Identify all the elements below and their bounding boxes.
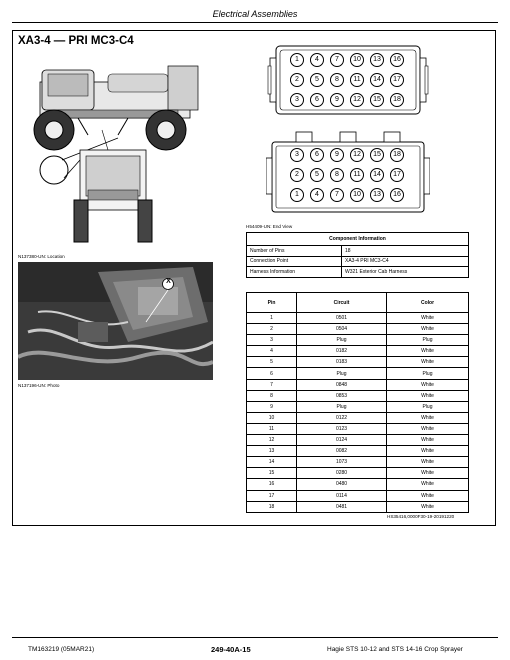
circuit-cell: 0122 (297, 412, 387, 423)
color-cell: White (387, 468, 469, 479)
component-info-title: Component Information (247, 233, 469, 246)
pin-number: 6 (310, 148, 324, 162)
table-row (247, 390, 469, 401)
sprayer-location-illustration (18, 60, 218, 250)
pin-cell: 18 (247, 501, 297, 512)
table-row (247, 423, 469, 434)
table-row (247, 468, 469, 479)
table-row (247, 479, 469, 490)
circuit-cell: 0853 (297, 390, 387, 401)
table-row (247, 368, 469, 379)
pin-number: 17 (390, 73, 404, 87)
footer-manual-title: Hagie STS 10-12 and STS 14-16 Crop Sprayer (327, 646, 463, 653)
pin-cell: 16 (247, 479, 297, 490)
section-title: XA3-4 — PRI MC3-C4 (18, 35, 134, 47)
info-value: 18 (342, 246, 469, 257)
circuit-cell: 0124 (297, 435, 387, 446)
color-cell: White (387, 313, 469, 324)
color-cell: White (387, 346, 469, 357)
pin-number: 15 (370, 148, 384, 162)
pin-number: 5 (310, 73, 324, 87)
pin-cell: 11 (247, 423, 297, 434)
table-row (247, 324, 469, 335)
circuit-cell: 0504 (297, 324, 387, 335)
pin-number: 13 (370, 188, 384, 202)
color-cell: White (387, 501, 469, 512)
circuit-column-header: Circuit (297, 293, 387, 313)
footer-rule (12, 637, 498, 638)
table-row (247, 401, 469, 412)
color-cell: White (387, 446, 469, 457)
color-cell: White (387, 423, 469, 434)
circuit-cell: 0182 (297, 346, 387, 357)
table-row (247, 246, 469, 257)
pin-cell: 10 (247, 412, 297, 423)
table-row (247, 457, 469, 468)
table-row (247, 501, 469, 512)
color-cell: White (387, 324, 469, 335)
page-header-title: Electrical Assemblies (212, 9, 298, 19)
pin-cell: 9 (247, 401, 297, 412)
color-cell: White (387, 457, 469, 468)
connector-top-pins (266, 40, 430, 120)
pin-cell: 13 (247, 446, 297, 457)
table-row (247, 346, 469, 357)
color-cell: White (387, 412, 469, 423)
pin-number: 1 (290, 188, 304, 202)
location-caption: N137380-UN: Location (18, 254, 65, 259)
pin-number: 4 (310, 53, 324, 67)
color-cell: Plug (387, 335, 469, 346)
footer-page-number: 249-40A-15 (211, 645, 251, 654)
circuit-cell: Plug (297, 335, 387, 346)
end-view-caption: H54409-UN: End View (246, 224, 293, 229)
pin-cell: 5 (247, 357, 297, 368)
circuit-cell: 0114 (297, 490, 387, 501)
pin-number: 14 (370, 168, 384, 182)
color-cell: White (387, 357, 469, 368)
circuit-cell: Plug (297, 368, 387, 379)
pin-number: 9 (330, 93, 344, 107)
color-cell: White (387, 490, 469, 501)
connector-photo (18, 262, 213, 380)
pin-number: 13 (370, 53, 384, 67)
info-value: W321 Exterior Cab Harness (342, 267, 469, 278)
table-row (247, 446, 469, 457)
pin-number: 18 (390, 93, 404, 107)
pin-cell: 6 (247, 368, 297, 379)
pin-number: 6 (310, 93, 324, 107)
color-cell: Plug (387, 368, 469, 379)
info-value: XA3-4 PRI MC3-C4 (342, 256, 469, 267)
pin-number: 7 (330, 188, 344, 202)
color-cell: White (387, 390, 469, 401)
color-cell: Plug (387, 401, 469, 412)
pin-number: 11 (350, 73, 364, 87)
pin-cell: 7 (247, 379, 297, 390)
circuit-cell: 0082 (297, 446, 387, 457)
pin-number: 16 (390, 188, 404, 202)
circuit-cell: Plug (297, 401, 387, 412)
pin-cell: 14 (247, 457, 297, 468)
pin-number: 17 (390, 168, 404, 182)
pin-number: 2 (290, 73, 304, 87)
pin-number: 18 (390, 148, 404, 162)
reference-caption: HS35416,0000F30-19-20191220 (387, 514, 455, 519)
pin-number: 12 (350, 93, 364, 107)
pin-column-header: Pin (247, 293, 297, 313)
photo-caption: N137196-UN: Photo (18, 383, 60, 388)
pin-cell: 2 (247, 324, 297, 335)
table-row (247, 379, 469, 390)
pin-number: 10 (350, 188, 364, 202)
pin-cell: 3 (247, 335, 297, 346)
pin-cell: 8 (247, 390, 297, 401)
table-row (247, 435, 469, 446)
pin-number: 3 (290, 93, 304, 107)
table-row (247, 357, 469, 368)
pin-cell: 1 (247, 313, 297, 324)
header-rule (12, 22, 498, 23)
pin-number: 8 (330, 168, 344, 182)
pin-cell: 17 (247, 490, 297, 501)
footer-doc-id: TM163219 (05MAR21) (28, 646, 95, 653)
color-cell: White (387, 479, 469, 490)
info-label: Harness Information (247, 267, 342, 278)
table-row (247, 490, 469, 501)
pin-number: 7 (330, 53, 344, 67)
pin-number: 12 (350, 148, 364, 162)
table-row (247, 256, 469, 267)
circuit-cell: 1073 (297, 457, 387, 468)
pin-table (246, 292, 469, 513)
info-label: Connection Point (247, 256, 342, 267)
circuit-cell: 0123 (297, 423, 387, 434)
circuit-cell: 0183 (297, 357, 387, 368)
table-row (247, 412, 469, 423)
table-row (247, 267, 469, 278)
pin-number: 14 (370, 73, 384, 87)
pin-number: 16 (390, 53, 404, 67)
pin-number: 9 (330, 148, 344, 162)
pin-number: 8 (330, 73, 344, 87)
circuit-cell: 0848 (297, 379, 387, 390)
circuit-cell: 0280 (297, 468, 387, 479)
circuit-cell: 0501 (297, 313, 387, 324)
circuit-cell: 0481 (297, 501, 387, 512)
color-column-header: Color (387, 293, 469, 313)
photo-callout-label: X (166, 278, 171, 285)
info-label: Number of Pins (247, 246, 342, 257)
table-row (247, 335, 469, 346)
pin-number: 4 (310, 188, 324, 202)
pin-number: 2 (290, 168, 304, 182)
pin-number: 1 (290, 53, 304, 67)
circuit-cell: 0480 (297, 479, 387, 490)
pin-number: 11 (350, 168, 364, 182)
pin-number: 10 (350, 53, 364, 67)
color-cell: White (387, 435, 469, 446)
pin-number: 3 (290, 148, 304, 162)
component-info-table (246, 232, 469, 278)
pin-number: 5 (310, 168, 324, 182)
pin-cell: 12 (247, 435, 297, 446)
pin-number: 15 (370, 93, 384, 107)
table-row (247, 313, 469, 324)
pin-cell: 15 (247, 468, 297, 479)
color-cell: White (387, 379, 469, 390)
pin-cell: 4 (247, 346, 297, 357)
connector-bottom-pins (266, 128, 430, 220)
